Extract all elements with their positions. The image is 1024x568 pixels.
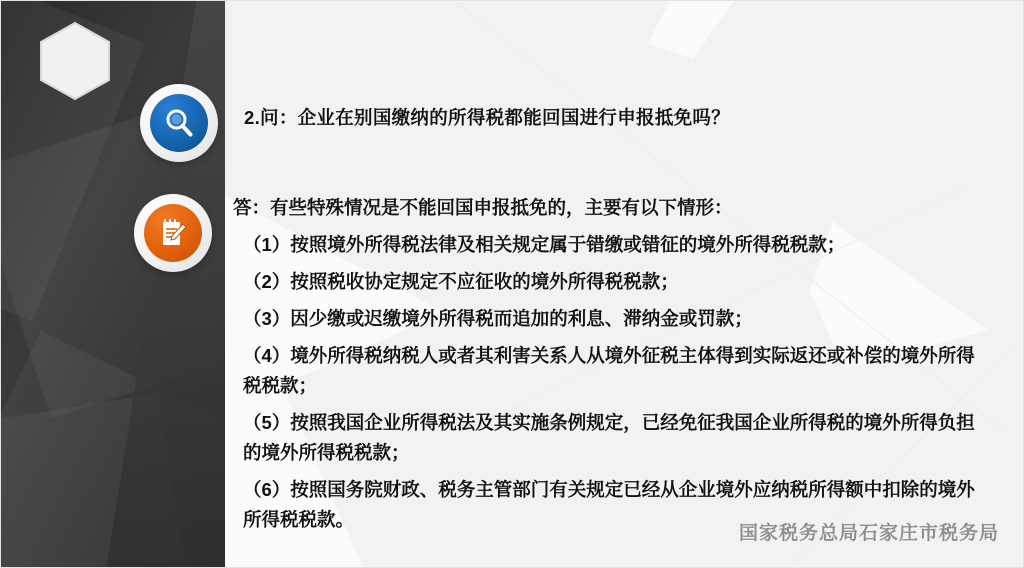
answer-lead: 答：有些特殊情况是不能回国申报抵免的，主要有以下情形：: [233, 197, 733, 218]
answer-block: [233, 193, 985, 542]
footer-organization: 国家税务总局石家庄市税务局: [738, 523, 999, 544]
notepad-pencil-icon: [134, 194, 212, 272]
hexagon-shape: [39, 21, 111, 101]
answer-item-1: （1）按照境外所得税法律及相关规定属于错缴或错征的境外所得税税款；: [243, 233, 846, 255]
answer-item-4: （4）境外所得税纳税人或者其利害关系人从境外征税主体得到实际返还或补偿的境外所得税税款；: [243, 344, 975, 396]
magnifier-icon: [140, 84, 218, 162]
answer-item-6: （6）按照国务院财政、税务主管部门有关规定已经从企业境外应纳税所得额中扣除的境外所得税税款。: [243, 478, 975, 530]
notepad-pencil-glyph: [156, 216, 190, 250]
answer-item-3: （3）因少缴或迟缴境外所得税而追加的利息、滞纳金或罚款；: [243, 307, 753, 329]
question-text: 2.问：企业在别国缴纳的所得税都能回国进行申报抵免吗？: [244, 107, 731, 128]
answer-item-5: （5）按照我国企业所得税法及其实施条例规定，已经免征我国企业所得税的境外所得负担的境外所得税税款；: [243, 411, 975, 463]
answer-item-2: （2）按照税收协定规定不应征收的境外所得税税款；: [243, 270, 679, 292]
magnifier-glyph: [162, 106, 196, 140]
